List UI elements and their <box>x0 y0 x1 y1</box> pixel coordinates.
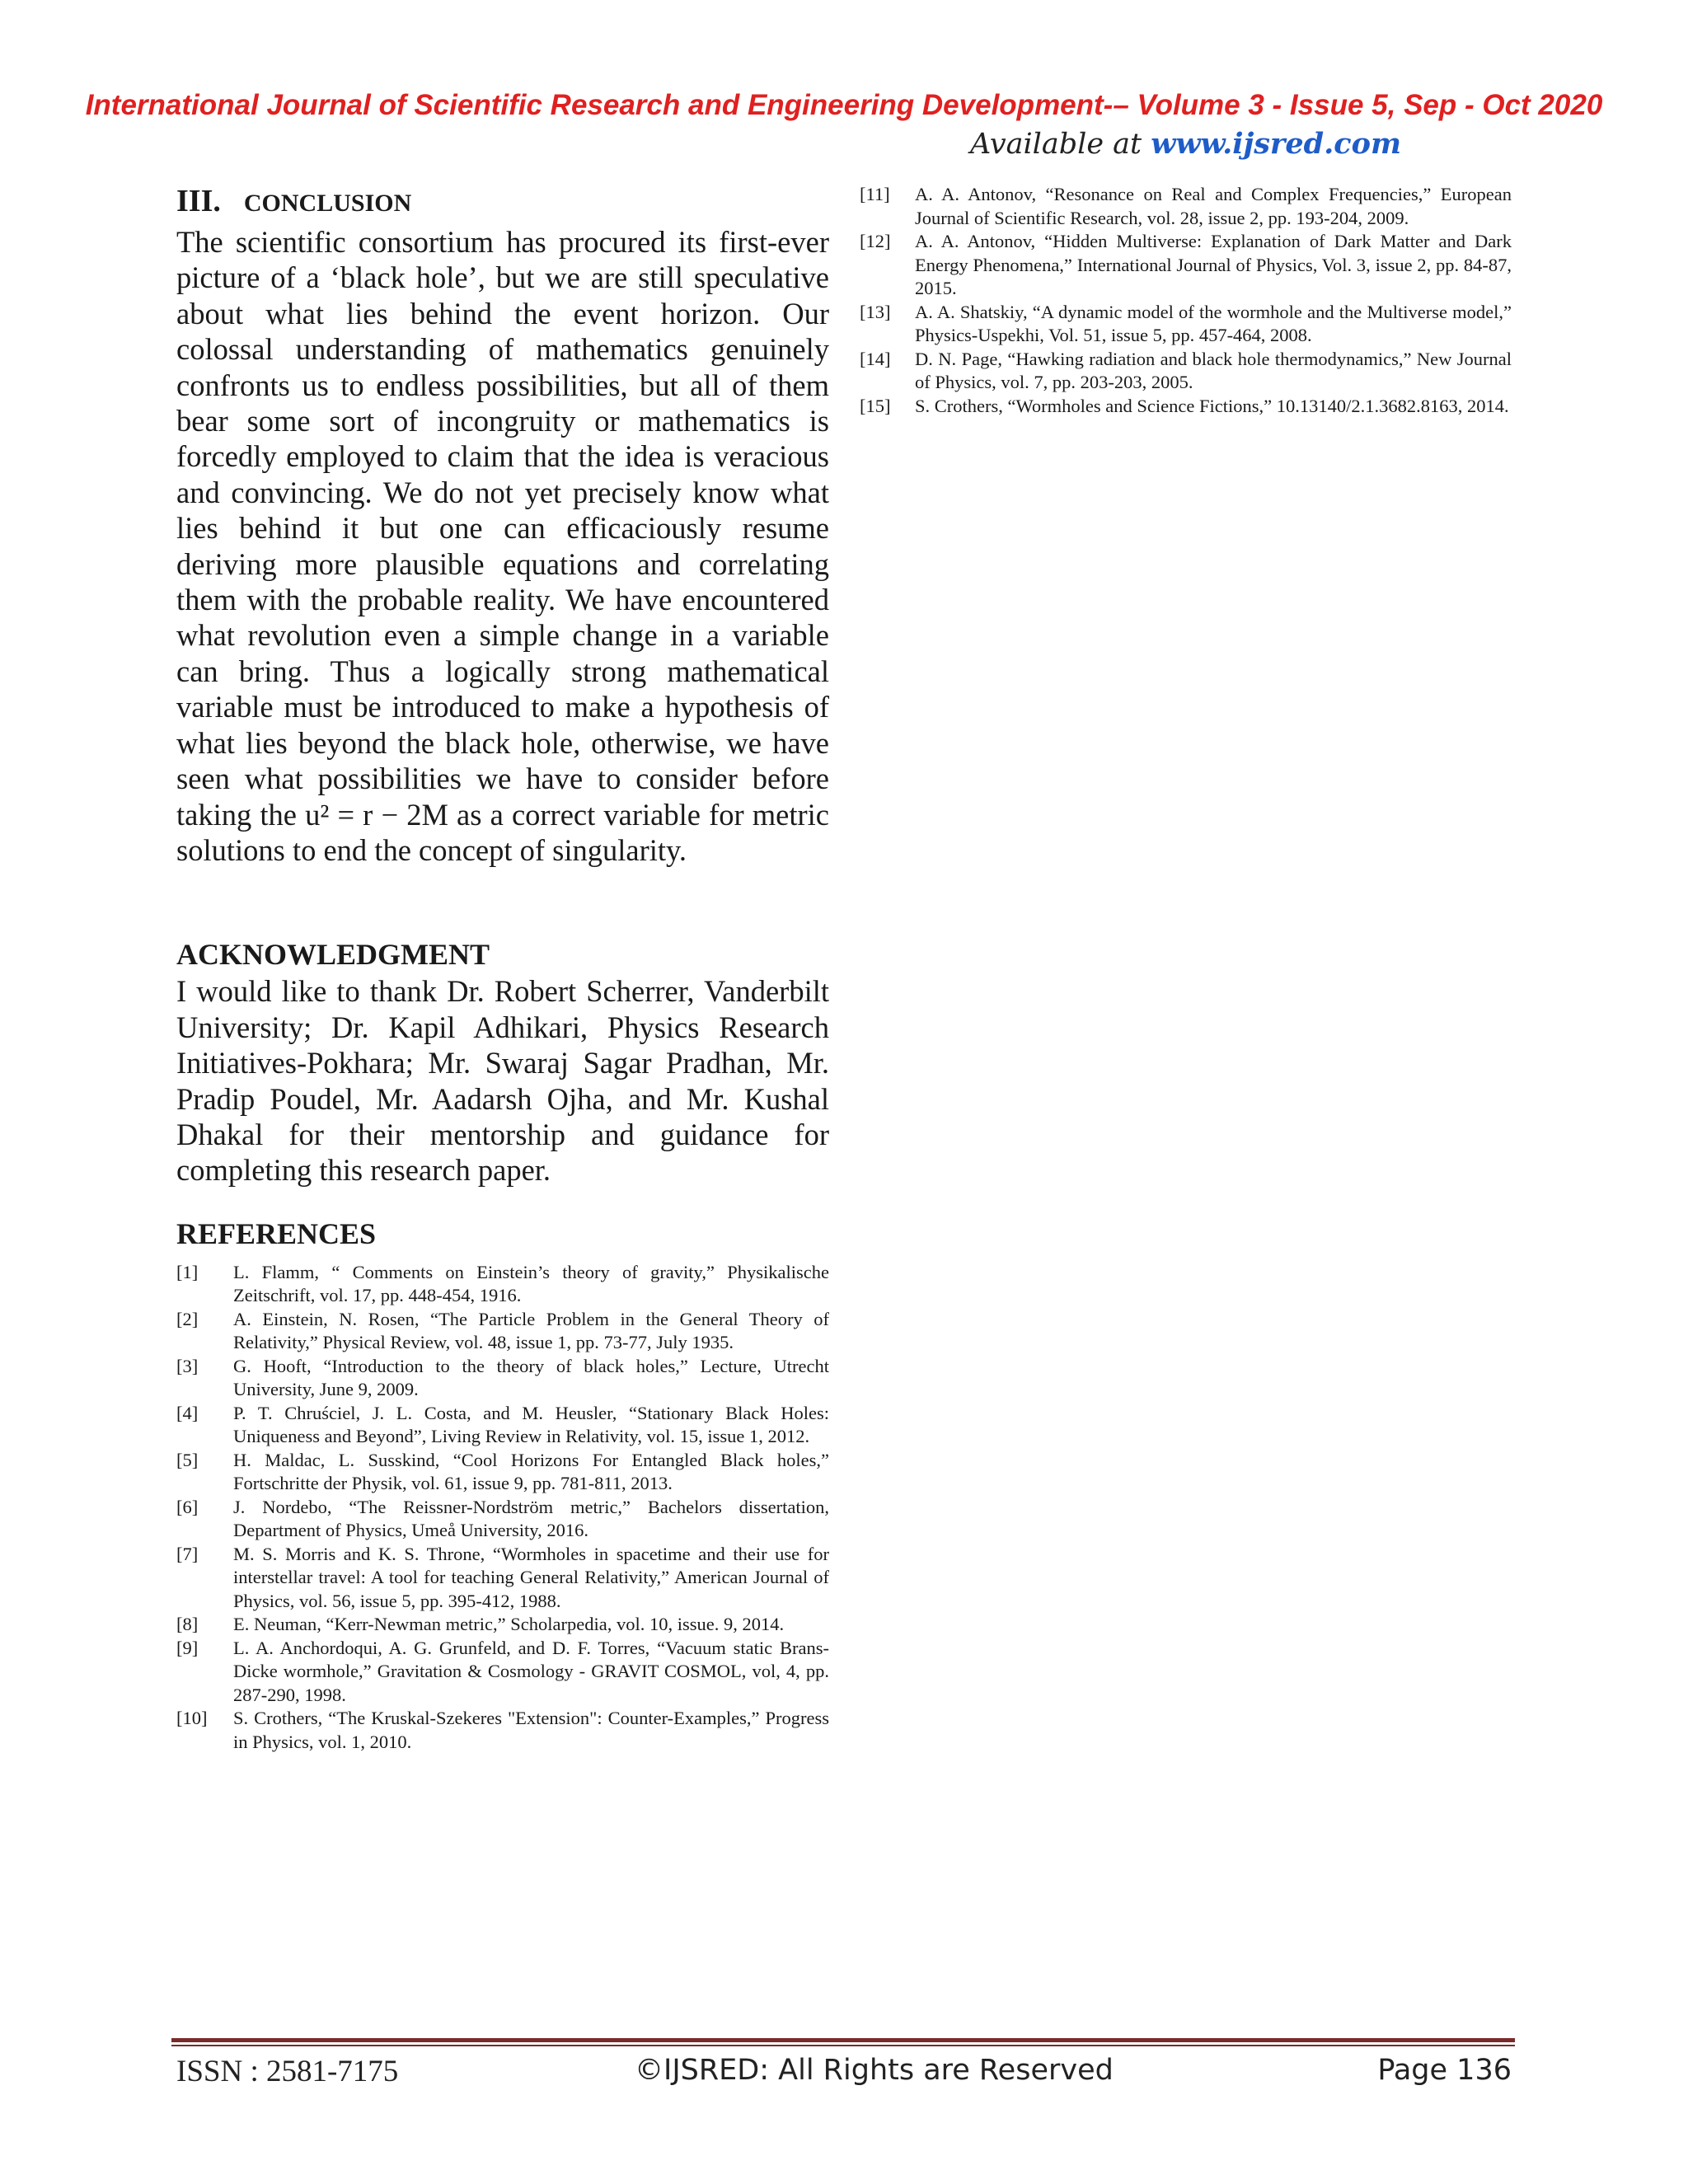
reference-number: [6] <box>176 1496 199 1517</box>
reference-number: [14] <box>860 348 891 369</box>
reference-text: S. Crothers, “The Kruskal-Szekeres "Extension": Counter-Examples,” Progress in Physics, vol. 1, 2010. <box>233 1708 829 1752</box>
reference-number: [10] <box>176 1708 208 1729</box>
reference-text: L. Flamm, “ Comments on Einstein’s theory of gravity,” Physikalische Zeitschrift, vol. 17, pp. 448-454, 1916. <box>233 1261 829 1306</box>
reference-item <box>176 1449 829 1496</box>
journal-website-link[interactable]: www.ijsred.com <box>1151 127 1401 161</box>
footer-issn: ISSN : 2581-7175 <box>176 2055 399 2088</box>
conclusion-heading <box>176 183 829 219</box>
reference-item <box>176 1261 829 1308</box>
reference-item <box>176 1543 829 1614</box>
reference-list-left <box>176 1261 829 1755</box>
reference-number: [9] <box>176 1637 199 1658</box>
reference-text: E. Neuman, “Kerr-Newman metric,” Scholarpedia, vol. 10, issue. 9, 2014. <box>233 1614 785 1635</box>
reference-item <box>860 183 1512 230</box>
reference-number: [3] <box>176 1355 199 1376</box>
reference-number: [11] <box>860 184 890 204</box>
reference-text: H. Maldac, L. Susskind, “Cool Horizons For Entangled Black holes,” Fortschritte der Physik, vol. 61, issue 9, pp. 781-811, 2013. <box>233 1449 829 1494</box>
reference-text: A. A. Shatskiy, “A dynamic model of the wormhole and the Multiverse model,” Physics-Uspekhi, Vol. 51, issue 5, pp. 457-464, 2008. <box>915 301 1512 345</box>
reference-item <box>860 395 1512 419</box>
reference-text: A. A. Antonov, “Resonance on Real and Complex Frequencies,” European Journal of Scientific Research, vol. 28, issue 2, pp. 193-204, 2009. <box>915 184 1512 228</box>
reference-text: G. Hooft, “Introduction to the theory of black holes,” Lecture, Utrecht University, June 9, 2009. <box>233 1355 829 1400</box>
reference-number: [7] <box>176 1543 199 1564</box>
reference-text: A. Einstein, N. Rosen, “The Particle Problem in the General Theory of Relativity,” Physical Review, vol. 48, issue 1, pp. 73-77, July 1935. <box>233 1308 829 1353</box>
reference-text: D. N. Page, “Hawking radiation and black hole thermodynamics,” New Journal of Physics, vol. 7, pp. 203-203, 2005. <box>915 348 1512 392</box>
reference-number: [8] <box>176 1614 199 1635</box>
reference-number: [2] <box>176 1308 199 1329</box>
references-heading: REFERENCES <box>176 1216 377 1250</box>
reference-item <box>176 1707 829 1754</box>
reference-text: M. S. Morris and K. S. Throne, “Wormholes in spacetime and their use for interstellar travel: A tool for teaching General Relativity,” American Journal of Physics, vol. 56, issue 5, pp. 395-412, 1988. <box>233 1543 829 1611</box>
section-title: CONCLUSION <box>243 190 412 217</box>
footer-divider-thin <box>171 2045 1515 2046</box>
reference-text: A. A. Antonov, “Hidden Multiverse: Explanation of Dark Matter and Dark Energy Phenomena,” International Journal of Physics, Vol. 3, issue 2, pp. 84-87, 2015. <box>915 231 1512 298</box>
reference-text: S. Crothers, “Wormholes and Science Fictions,” 10.13140/2.1.3682.8163, 2014. <box>915 395 1509 416</box>
footer-divider <box>171 2038 1515 2042</box>
reference-number: [4] <box>176 1402 199 1423</box>
left-column <box>176 183 829 1754</box>
acknowledgment-body: I would like to thank Dr. Robert Scherrer, Vanderbilt University; Dr. Kapil Adhikari, Physics Research Initiatives-Pokhara; Mr. Swaraj Sagar Pradhan, Mr. Pradip Poudel, Mr. Aadarsh Ojha, and Mr. Kushal Dhakal for their mentorship and guidance for completing this research paper. <box>176 974 829 1188</box>
reference-item <box>176 1308 829 1355</box>
reference-item <box>860 301 1512 348</box>
reference-number: [1] <box>176 1261 199 1282</box>
availability-line <box>970 127 1401 161</box>
reference-item <box>176 1637 829 1708</box>
right-column <box>860 183 1512 418</box>
reference-number: [15] <box>860 395 891 416</box>
reference-item <box>176 1402 829 1449</box>
conclusion-body: The scientific consortium has procured its first-ever picture of a ‘black hole’, but we are still speculative about what lies behind the event horizon. Our colossal understanding of mathematics genuinely confronts us to endless possibilities, but all of them bear some sort of incongruity or mathematics is forcedly employed to claim that the idea is veracious and convincing. We do not yet precisely know what lies behind it but one can efficaciously resume deriving more plausible equations and correlating them with the probable reality. We have encountered what revolution even a simple change in a variable can bring. Thus a logically strong mathematical variable must be introduced to make a hypothesis of what lies beyond the black hole, otherwise, we have seen what possibilities we have to consider before taking the u² = r − 2M as a correct variable for metric solutions to end the concept of singularity. <box>176 225 829 867</box>
journal-header: International Journal of Scientific Research and Engineering Development-– Volume 3 - Issue 5, Sep - Oct 2020 <box>85 89 1603 121</box>
reference-item <box>860 348 1512 395</box>
footer-copyright: ©IJSRED: All Rights are Reserved <box>635 2054 1114 2087</box>
reference-item <box>176 1613 829 1637</box>
reference-text: P. T. Chruściel, J. L. Costa, and M. Heusler, “Stationary Black Holes: Uniqueness and Beyond”, Living Review in Relativity, vol. 15, issue 1, 2012. <box>233 1402 829 1447</box>
reference-list-right <box>860 183 1512 418</box>
reference-text: J. Nordebo, “The Reissner-Nordström metric,” Bachelors dissertation, Department of Physics, Umeå University, 2016. <box>233 1496 829 1541</box>
reference-item <box>176 1355 829 1402</box>
reference-number: [5] <box>176 1449 199 1470</box>
section-number: III. <box>176 184 221 218</box>
available-prefix: Available at <box>969 128 1151 161</box>
acknowledgment-heading: ACKNOWLEDGMENT <box>176 938 490 972</box>
reference-number: [12] <box>860 231 891 251</box>
reference-number: [13] <box>860 301 891 322</box>
footer-page-number: Page 136 <box>1377 2054 1512 2087</box>
reference-item <box>176 1496 829 1543</box>
reference-item <box>860 230 1512 301</box>
reference-text: L. A. Anchordoqui, A. G. Grunfeld, and D. F. Torres, “Vacuum static Brans-Dicke wormhole,” Gravitation & Cosmology - GRAVIT COSMOL, vol, 4, pp. 287-290, 1998. <box>233 1637 829 1705</box>
